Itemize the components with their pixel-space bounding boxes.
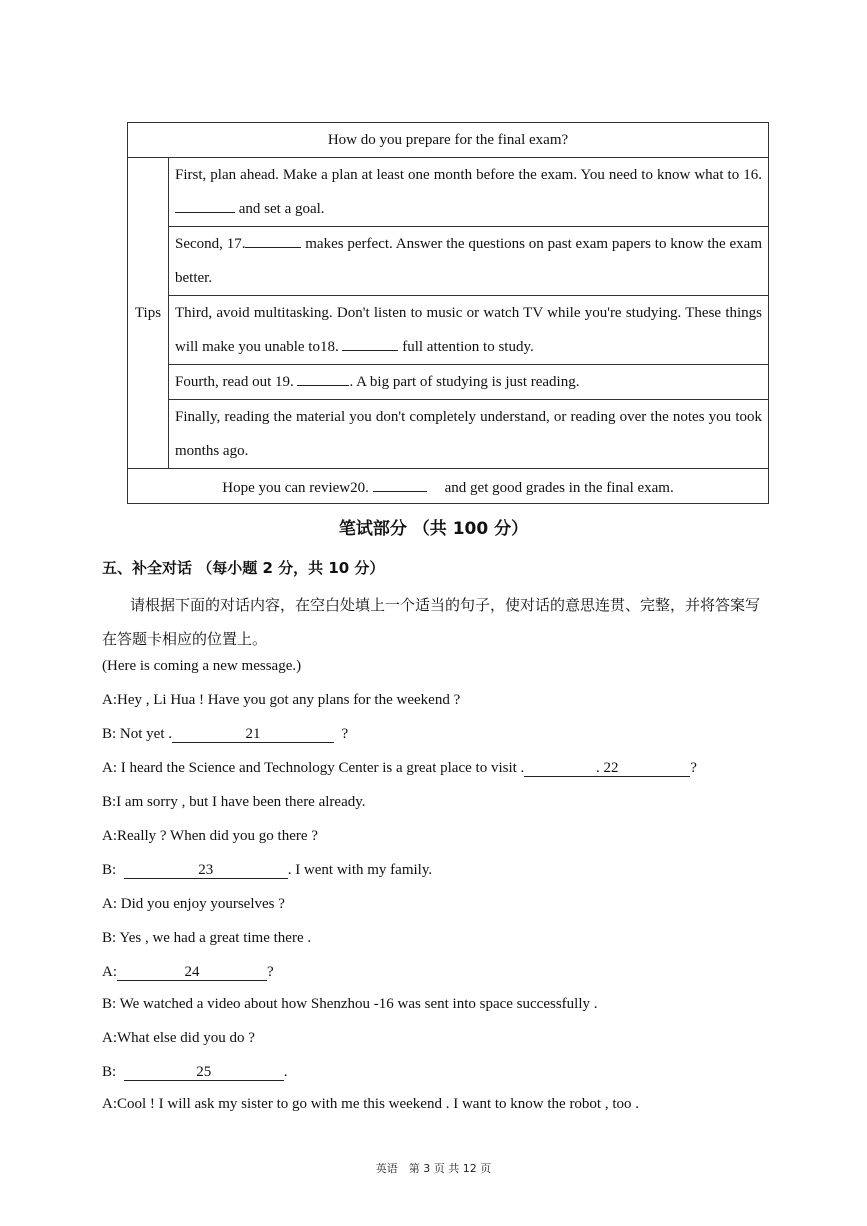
dialogue-line: A: I heard the Science and Technology Center is a great place to visit . . 22 ?	[102, 760, 697, 776]
page-footer: 英语 第 3 页 共 12 页	[375, 1162, 492, 1175]
dialogue-line: A:Really ? When did you go there ?	[102, 828, 318, 844]
dialogue-line: B: Yes , we had a great time there .	[102, 930, 312, 946]
table-header: How do you prepare for the final exam?	[128, 123, 769, 158]
dialogue-line: A: 24 ?	[102, 964, 274, 980]
dialogue-line: B: We watched a video about how Shenzhou -16 was sent into space successfully .	[102, 996, 598, 1012]
answer-blank-23: 23	[124, 862, 288, 879]
tip-1: First, plan ahead. Make a plan at least one month before the exam. You need to know what to 16. and set a goal.	[169, 158, 769, 227]
tip-5: Finally, reading the material you don't completely understand, or reading over the notes you took months ago.	[169, 400, 769, 469]
tips-label: Tips	[128, 158, 169, 469]
dialogue-line: A:What else did you do ?	[102, 1030, 255, 1046]
blank-19	[297, 370, 349, 386]
answer-blank-21: 21	[172, 726, 334, 743]
answer-blank-24: 24	[117, 964, 267, 981]
blank-17	[245, 232, 301, 248]
tip-4: Fourth, read out 19. . A big part of studying is just reading.	[169, 365, 769, 400]
dialogue-line: B: Not yet . 21 ?	[102, 726, 349, 742]
section-title: 笔试部分 （共 100 分）	[338, 519, 529, 539]
tip-2: Second, 17. makes perfect. Answer the questions on past exam papers to know the exam better.	[169, 227, 769, 296]
dialogue-line: (Here is coming a new message.)	[102, 658, 302, 674]
part-heading: 五、补全对话 （每小题 2 分，共 10 分）	[102, 559, 385, 577]
dialogue-line: A: Did you enjoy yourselves ?	[102, 896, 285, 912]
dialogue-line: A:Hey , Li Hua ! Have you got any plans for the weekend ?	[102, 692, 461, 708]
table-footer: Hope you can review20. and get good grades in the final exam.	[128, 469, 769, 504]
answer-blank-22: . 22	[524, 760, 690, 777]
tips-table	[127, 122, 769, 504]
blank-20	[373, 476, 427, 492]
tip-3: Third, avoid multitasking. Don't listen to music or watch TV while you're studying. These things will make you unable to18. full attention to study.	[169, 296, 769, 365]
blank-18	[342, 335, 398, 351]
dialogue-line: A:Cool ! I will ask my sister to go with me this weekend . I want to know the robot , too .	[102, 1096, 640, 1112]
instructions: 请根据下面的对话内容，在空白处填上一个适当的句子，使对话的意思连贯、完整，并将答案写在答题卡相应的位置上。	[102, 596, 761, 648]
answer-blank-25: 25	[124, 1064, 284, 1081]
blank-16	[175, 197, 235, 213]
dialogue-line: B:I am sorry , but I have been there already.	[102, 794, 366, 810]
dialogue-line: B: 23 . I went with my family.	[102, 862, 433, 878]
dialogue-line: B: 25 .	[102, 1064, 288, 1080]
